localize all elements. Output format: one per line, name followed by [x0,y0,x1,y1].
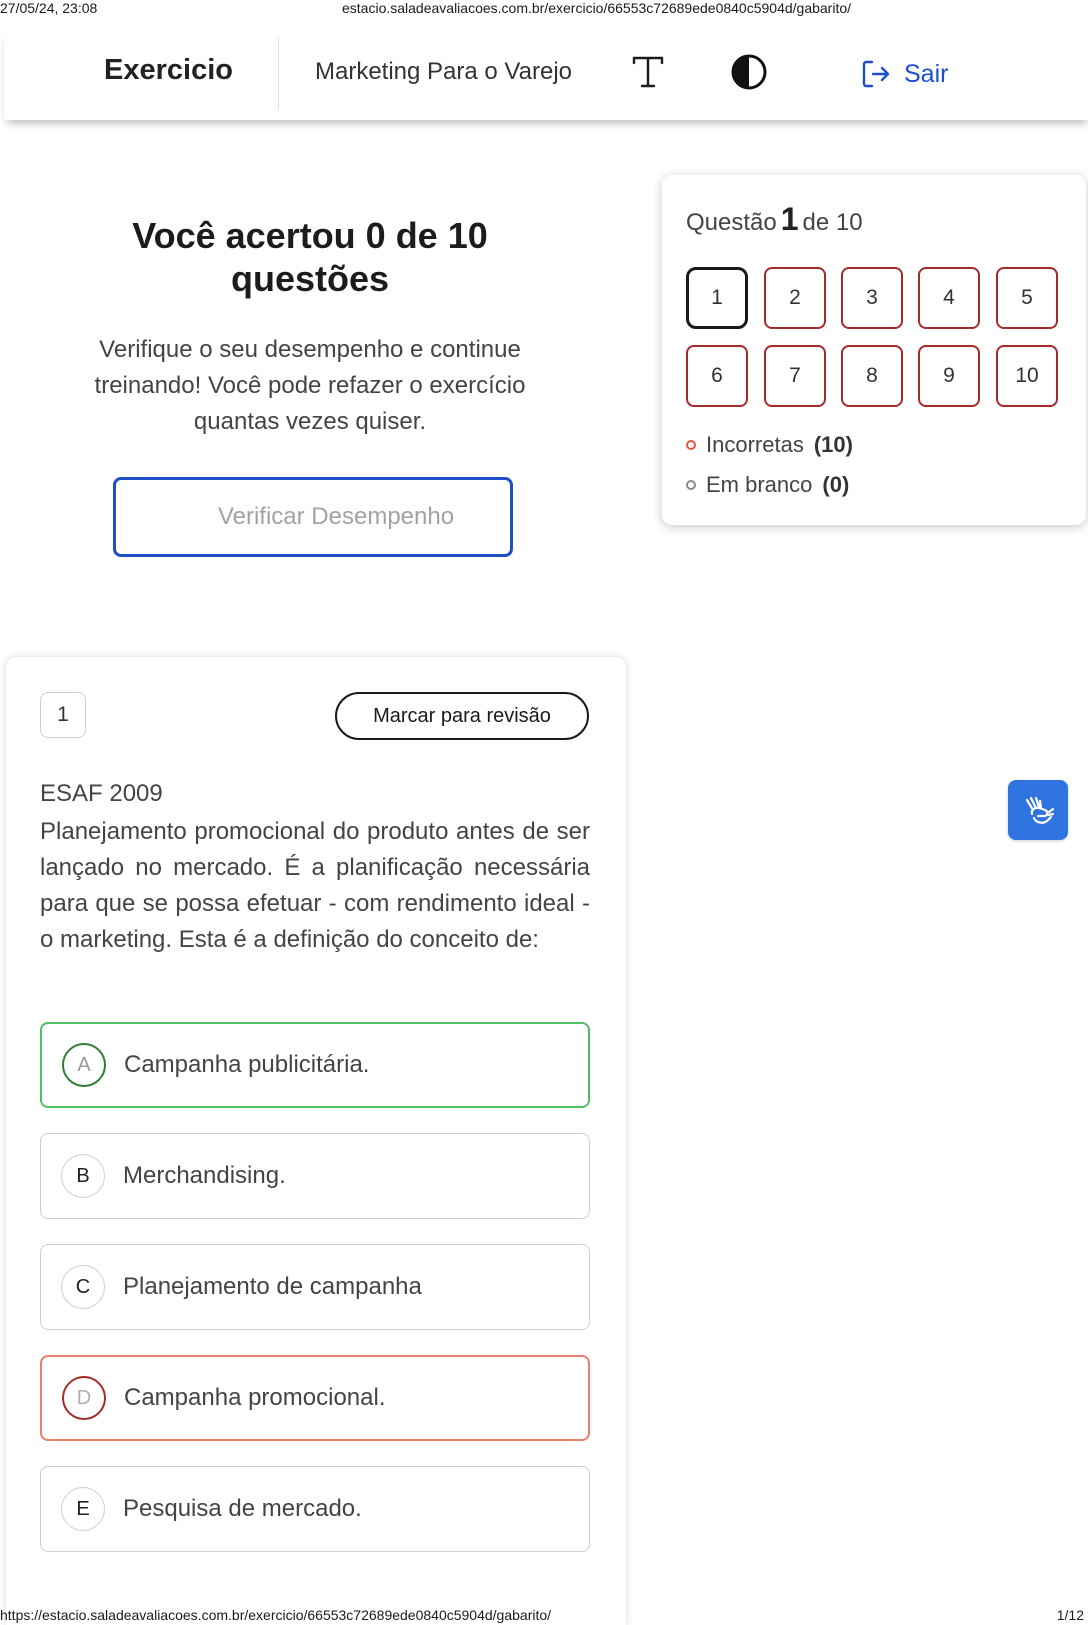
option-text: Campanha promocional. [124,1384,386,1411]
sign-language-hands-icon [1018,790,1058,830]
contrast-icon[interactable] [727,50,771,94]
question-card [6,657,626,1625]
legend-blank-count: (0) [822,472,850,497]
question-button-2[interactable]: 2 [764,267,826,329]
print-datetime: 27/05/24, 23:08 [0,0,98,16]
question-counter-suffix: de 10 [802,209,863,236]
legend-blank-label: Em branco [706,472,813,497]
print-page-number: 1/12 [1056,1607,1084,1623]
app-title: Exercicio [104,54,233,86]
option-letter: C [61,1265,105,1309]
option-letter: A [62,1043,106,1087]
question-counter-current: 1 [780,201,799,237]
option-e[interactable] [40,1466,590,1552]
print-url-top: estacio.saladeavaliacoes.com.br/exercicio/66553c72689ede0840c5904d/gabarito/ [342,0,852,16]
option-letter: E [61,1487,105,1531]
question-button-3[interactable]: 3 [841,267,903,329]
question-button-6[interactable]: 6 [686,345,748,407]
option-text: Pesquisa de mercado. [123,1495,362,1522]
option-text: Campanha publicitária. [124,1051,370,1078]
question-number: 1 [40,692,86,738]
question-button-1[interactable]: 1 [686,267,748,329]
top-navbar [4,30,1088,120]
print-header [0,0,1088,18]
question-button-8[interactable]: 8 [841,345,903,407]
navbar-divider [278,38,279,110]
question-counter [686,201,863,238]
sign-language-button[interactable] [1008,780,1068,840]
question-button-10[interactable]: 10 [996,345,1058,407]
font-size-icon[interactable] [626,50,670,94]
print-url-bottom: https://estacio.saladeavaliacoes.com.br/exercicio/66553c72689ede0840c5904d/gabarito/ [0,1607,552,1623]
result-text: Verifique o seu desempenho e continue treinando! Você pode refazer o exercício quantas vezes quiser. [94,336,526,435]
question-button-5[interactable]: 5 [996,267,1058,329]
question-button-9[interactable]: 9 [918,345,980,407]
question-counter-prefix: Questão [686,209,777,236]
mark-for-review-button[interactable]: Marcar para revisão [335,692,589,740]
verify-performance-button[interactable]: Verificar Desempenho [113,477,513,557]
option-text: Merchandising. [123,1162,286,1189]
option-b[interactable] [40,1133,590,1219]
exit-label: Sair [904,59,949,88]
legend-blank [686,472,849,498]
option-letter: B [61,1154,105,1198]
question-source: ESAF 2009 [40,780,163,807]
question-text: Planejamento promocional do produto antes de ser lançado no mercado. É a planificação necessária para que se possa efetuar - com rendimento ideal - o marketing. Esta é a definição do conceito de: [40,818,590,953]
course-name: Marketing Para o Varejo [315,58,573,85]
exit-icon [860,58,892,90]
option-text: Planejamento de campanha [123,1273,422,1300]
legend-incorrect [686,432,853,458]
exit-button[interactable] [860,52,948,96]
option-letter: D [62,1376,106,1420]
result-title: Você acertou 0 de 10 questões [132,215,488,299]
question-navigator [662,175,1086,525]
incorrect-dot-icon [686,440,696,450]
question-button-4[interactable]: 4 [918,267,980,329]
legend-incorrect-label: Incorretas [706,432,804,457]
legend-incorrect-count: (10) [813,432,853,457]
question-button-7[interactable]: 7 [764,345,826,407]
blank-dot-icon [686,480,696,490]
option-a[interactable] [40,1022,590,1108]
option-d[interactable] [40,1355,590,1441]
option-c[interactable] [40,1244,590,1330]
print-footer [0,1607,1088,1625]
